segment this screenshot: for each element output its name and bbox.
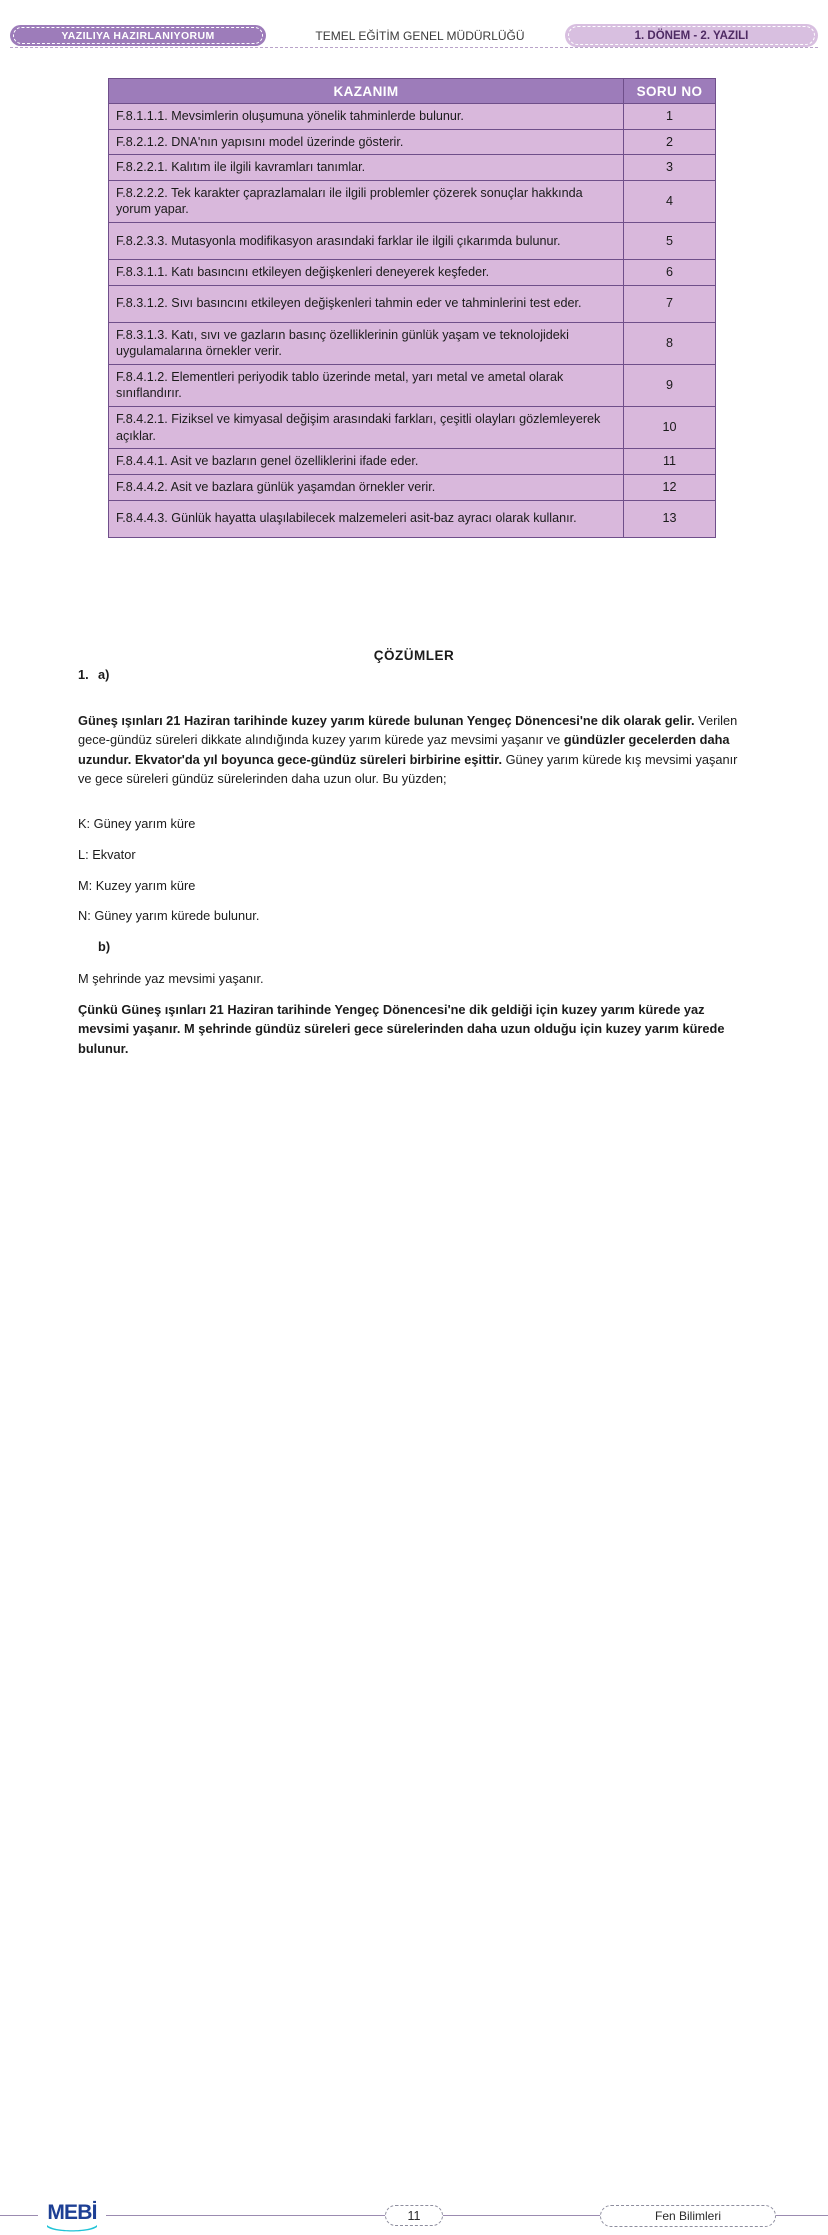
solutions-title: ÇÖZÜMLER	[373, 648, 455, 663]
mebi-logo	[38, 2199, 106, 2235]
cell-soru-no: 6	[624, 260, 716, 286]
column-header-soru-no: SORU NO	[624, 79, 716, 104]
answer-line-n: N: Güney yarım kürede bulunur.	[78, 908, 260, 923]
cell-soru-no: 10	[624, 407, 716, 449]
subject-badge: Fen Bilimleri	[600, 2205, 776, 2227]
cell-kazanim: F.8.4.1.2. Elementleri periyodik tablo üzerinde metal, yarı metal ve ametal olarak sınıflandırır.	[109, 364, 624, 406]
cell-kazanim: F.8.3.1.3. Katı, sıvı ve gazların basınç özelliklerinin günlük yaşam ve teknolojideki uygulamalarına örnekler verir.	[109, 322, 624, 364]
table-header-row	[109, 79, 716, 104]
header-center-title: TEMEL EĞİTİM GENEL MÜDÜRLÜĞÜ	[315, 29, 525, 43]
table-row	[109, 223, 716, 260]
cell-soru-no: 9	[624, 364, 716, 406]
cell-soru-no: 4	[624, 180, 716, 222]
answer-line-m: M: Kuzey yarım küre	[78, 878, 196, 893]
table-row	[109, 322, 716, 364]
table-row	[109, 449, 716, 475]
page-header	[0, 0, 828, 62]
paragraph-b2-bold: Çünkü Güneş ışınları 21 Haziran tarihinde Yengeç Dönencesi'ne dik geldiği için kuzey yarım kürede yaz mevsimi yaşanır. M şehrinde gündüz süreleri gece sürelerinden daha uzun olduğu için kuzey yarım kürede bulunur.	[78, 1002, 725, 1056]
solution-paragraph-b2	[78, 1000, 748, 1058]
cell-soru-no: 3	[624, 155, 716, 181]
cell-soru-no: 13	[624, 500, 716, 537]
paragraph-main-bold-1: Güneş ışınları 21 Haziran tarihinde kuzey yarım kürede bulunan Yengeç Dönencesi'ne dik olarak gelir.	[78, 713, 695, 728]
solution-paragraph-main	[78, 711, 748, 789]
cell-soru-no: 11	[624, 449, 716, 475]
table-row	[109, 155, 716, 181]
table-row	[109, 180, 716, 222]
table-row	[109, 407, 716, 449]
header-left-badge-label: YAZILIYA HAZIRLANIYORUM	[61, 29, 215, 42]
part-a-label: a)	[98, 667, 110, 682]
cell-kazanim: F.8.2.3.3. Mutasyonla modifikasyon arasındaki farklar ile ilgili çıkarımda bulunur.	[109, 223, 624, 260]
cell-soru-no: 5	[624, 223, 716, 260]
swoosh-icon	[46, 2224, 98, 2232]
table-row	[109, 260, 716, 286]
cell-kazanim: F.8.2.2.1. Kalıtım ile ilgili kavramları tanımlar.	[109, 155, 624, 181]
table-row	[109, 129, 716, 155]
header-right-badge-label: 1. DÖNEM - 2. YAZILI	[634, 29, 749, 42]
mebi-logo-text: MEBİ	[47, 2201, 97, 2224]
header-right-badge	[565, 24, 818, 47]
paragraph-main-plain-1: Verilen gece-gündüz süreleri dikkate alındığında kuzey yarım kürede yaz mevsimi yaşanır ve	[78, 713, 738, 748]
header-left-badge	[10, 25, 266, 46]
question-number: 1.	[78, 667, 89, 682]
paragraph-main-plain-2: Güney yarım kürede kış mevsimi yaşanır ve gece süreleri gündüz sürelerinden daha uzun olur. Bu yüzden;	[78, 751, 738, 787]
cell-kazanim: F.8.4.4.1. Asit ve bazların genel özelliklerini ifade eder.	[109, 449, 624, 475]
answer-line-l: L: Ekvator	[78, 847, 136, 862]
cell-kazanim: F.8.3.1.2. Sıvı basıncını etkileyen değişkenleri tahmin eder ve tahminlerini test eder.	[109, 285, 624, 322]
cell-soru-no: 2	[624, 129, 716, 155]
answer-line-k: K: Güney yarım küre	[78, 816, 196, 831]
cell-kazanim: F.8.2.2.2. Tek karakter çaprazlamaları ile ilgili problemler çözerek sonuçlar hakkında yorum yapar.	[109, 180, 624, 222]
table-row	[109, 104, 716, 130]
page-number-badge: 11	[385, 2205, 443, 2226]
page-footer	[0, 1087, 828, 2224]
column-header-kazanim: KAZANIM	[109, 79, 624, 104]
table-row	[109, 364, 716, 406]
table-head	[109, 79, 716, 104]
solution-paragraph-b1: M şehrinde yaz mevsimi yaşanır.	[78, 971, 264, 986]
cell-kazanim: F.8.4.4.3. Günlük hayatta ulaşılabilecek malzemeleri asit-baz ayracı olarak kullanır.	[109, 500, 624, 537]
header-divider-line	[10, 47, 818, 48]
table-body	[109, 104, 716, 538]
table-row	[109, 500, 716, 537]
table-row	[109, 285, 716, 322]
cell-kazanim: F.8.2.1.2. DNA'nın yapısını model üzerinde gösterir.	[109, 129, 624, 155]
cell-kazanim: F.8.3.1.1. Katı basıncını etkileyen değişkenleri deneyerek keşfeder.	[109, 260, 624, 286]
paragraph-main-bold-2: gündüzler gecelerden daha uzundur. Ekvator'da yıl boyunca gece-gündüz süreleri birbirine eşittir.	[78, 732, 730, 767]
cell-soru-no: 8	[624, 322, 716, 364]
part-b-label: b)	[98, 939, 111, 954]
cell-kazanim: F.8.4.2.1. Fiziksel ve kimyasal değişim arasındaki farkları, çeşitli olayları gözlemleyerek açıklar.	[109, 407, 624, 449]
cell-soru-no: 1	[624, 104, 716, 130]
table-row	[109, 474, 716, 500]
cell-kazanim: F.8.4.4.2. Asit ve bazlara günlük yaşamdan örnekler verir.	[109, 474, 624, 500]
kazanim-table	[108, 78, 716, 538]
cell-soru-no: 7	[624, 285, 716, 322]
cell-kazanim: F.8.1.1.1. Mevsimlerin oluşumuna yönelik tahminlerde bulunur.	[109, 104, 624, 130]
cell-soru-no: 12	[624, 474, 716, 500]
